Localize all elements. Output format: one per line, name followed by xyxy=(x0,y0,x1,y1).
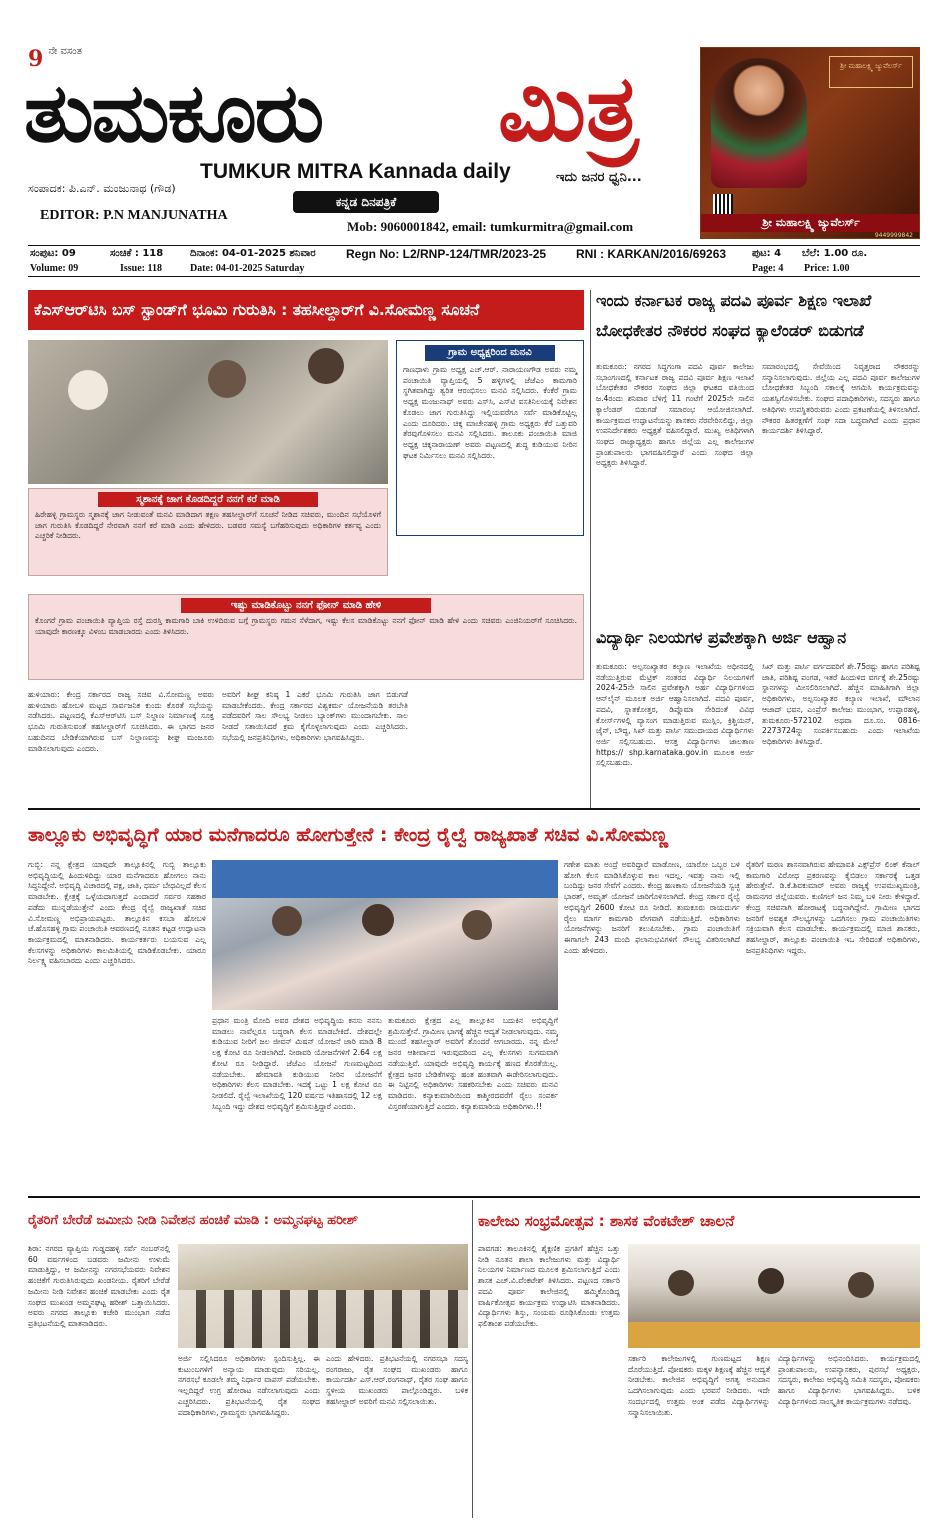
info-kn-page: ಪುಟ: 4 xyxy=(752,248,782,259)
callout1-body: ಹಿರೇಹಳ್ಳಿ ಗ್ರಾಮಸ್ಥರು ಸ್ಮಶಾನಕ್ಕೆ ಜಾಗ ನೀಡುವಂತೆ ಮನವಿ ಮಾಡಿದಾಗ ತಕ್ಷಣ ತಹಸೀಲ್ದಾರ್‌ಗೆ ಸೂಚನೆ ನೀಡಿದ ಸಚಿವರು, ಮುಂದಿನ ಸಭೆಯೊಳಗೆ ಜಾಗ ಗುರುತಿಸಿ ಕೊಡದಿದ್ದರೆ ನೇರವಾಗಿ ನನಗೆ ಕರೆ ಮಾಡಿ ಎಂದು ಹೇಳಿದರು. ಬಡವರ ಸಮಸ್ಯೆ ಬಗೆಹರಿಸುವುದು ಅಧಿಕಾರಿಗಳ ಕರ್ತವ್ಯ ಎಂದು ಎಚ್ಚರಿಕೆ ನೀಡಿದರು. xyxy=(35,510,381,541)
story5-column-a: ಶಿರಾ: ನಗರದ ವ್ಯಾಪ್ತಿಯ ಗುಡ್ಡದಹಳ್ಳಿ ಸರ್ವೆ ನಂಬರ್‌ನಲ್ಲಿ 60 ವರ್ಷಗಳಿಂದ ಬಡವರು ಜಮೀನು ಉಳುಮೆ ಮಾಡುತ್ತಿದ್ದು, ಆ ಜಮೀನನ್ನು ನಗರಸಭೆಯವರು ನಿವೇಶನ ಹಂಚಿಕೆಗೆ ಗುರುತಿಸಿರುವುದು ಖಂಡನೀಯ. ರೈತರಿಗೆ ಬೇರೆಡೆ ಜಮೀನು ನೀಡಿ ನಿವೇಶನ ಹಂಚಿಕೆ ಮಾಡಬೇಕು ಎಂದು ರೈತ ಸಂಘದ ಮುಖಂಡ ಅಮ್ಮನಘಟ್ಟ ಹರೀಶ್ ಒತ್ತಾಯಿಸಿದರು. ಅವರು ನಗರದ ತಾಲ್ಲೂಕು ಕಚೇರಿ ಮುಂಭಾಗ ನಡೆದ ಪ್ರತಿಭಟನೆಯಲ್ಲಿ ಮಾತನಾಡಿದರು. xyxy=(28,1244,170,1328)
story3-column-b: ಸಿಖ್ ಮತ್ತು ಪಾರ್ಸಿ ವರ್ಗದವರಿಗೆ ಶೇ.75ರಷ್ಟು ಹಾಗೂ ಪರಿಶಿಷ್ಟ ಜಾತಿ, ಪರಿಶಿಷ್ಟ ಪಂಗಡ, ಇತರೆ ಹಿಂದುಳಿದ ವರ್ಗಕ್ಕೆ ಶೇ.25ರಷ್ಟು ಸ್ಥಾನಗಳನ್ನು ಮೀಸಲಿರಿಸಲಾಗಿದೆ. ಹೆಚ್ಚಿನ ಮಾಹಿತಿಗಾಗಿ ಜಿಲ್ಲಾ ಅಧಿಕಾರಿಗಳು, ಅಲ್ಪಸಂಖ್ಯಾತರ ಕಲ್ಯಾಣ ಇಲಾಖೆ, ಮೌಲಾನ ಆಜಾದ್ ಭವನ, ಎಂಪ್ರೆಸ್ ಕಾಲೇಜು ಮುಂಭಾಗ, ಉಪ್ಪಾರಹಳ್ಳಿ, ತುಮಕೂರು-572102 ಅಥವಾ ದೂ.ಸಂ. 0816-2273724ನ್ನು ಸಂಪರ್ಕಿಸಬಹುದು ಎಂದು ಇಲಾಖೆಯ ಅಧಿಕಾರಿಗಳು ತಿಳಿಸಿದ್ದಾರೆ. xyxy=(762,662,920,746)
info-kn-price: ಬೆಲೆ: 1.00 ರೂ. xyxy=(802,248,868,259)
story6-column-a: ಪಾವಗಡ: ತಾಲೂಕಿನಲ್ಲಿ ಶೈಕ್ಷಣಿಕ ಪ್ರಗತಿಗೆ ಹೆಚ್ಚಿನ ಒತ್ತು ನೀಡಿ ನೂತನ ಶಾಲಾ ಕಾಲೇಜುಗಳು ಮತ್ತು ವಿದ್ಯಾರ್ಥಿ ನಿಲಯಗಳ ನಿರ್ಮಾಣದ ಮೂಲಕ ಶ್ರಮಿಸಲಾಗುತ್ತಿದೆ ಎಂದು ಶಾಸಕ ಎಚ್.ವಿ.ವೆಂಕಟೇಶ್ ತಿಳಿಸಿದರು. ಪಟ್ಟಣದ ಸರ್ಕಾರಿ ಪದವಿ ಪೂರ್ವ ಕಾಲೇಜಿನಲ್ಲಿ ಹಮ್ಮಿಕೊಂಡಿದ್ದ ವಾರ್ಷಿಕೋತ್ಸವ ಕಾರ್ಯಕ್ರಮ ಉದ್ಘಾಟಿಸಿ ಮಾತನಾಡಿದರು. ವಿದ್ಯಾರ್ಥಿಗಳು ಶಿಸ್ತು, ಸಂಯಮ ರೂಢಿಸಿಕೊಂಡು ಉತ್ತಮ ಫಲಿತಾಂಶ ಪಡೆಯಬೇಕು. xyxy=(478,1244,620,1328)
photo-banner-shape xyxy=(212,860,558,898)
story4-photo xyxy=(212,860,558,1010)
story1-callout1 xyxy=(28,488,388,576)
daily-kn-badge: ಕನ್ನಡ ದಿನಪತ್ರಿಕೆ xyxy=(293,191,439,213)
story6-photo xyxy=(628,1244,920,1348)
ad-brand-top: ಶ್ರೀ ಮಹಾಲಕ್ಷ್ಮಿ ಜ್ಯುವೆಲರ್ಸ್ xyxy=(840,62,902,70)
story4-headline: ತಾಲ್ಲೂಕು ಅಭಿವೃದ್ಧಿಗೆ ಯಾರ ಮನೆಗಾದರೂ ಹೋಗುತ್ತೇನೆ : ಕೇಂದ್ರ ರೈಲ್ವೆ ರಾಜ್ಯಖಾತೆ ಸಚಿವ ವಿ.ಸೋಮಣ್ಣ xyxy=(28,824,669,846)
story4-column-b: ಪ್ರಧಾನ ಮಂತ್ರಿ ಮೋದಿ ಅವರ ದೇಶದ ಅಭಿವೃದ್ಧಿಯ ಕನಸು ನನಸು ಮಾಡಲು ನಾವೆಲ್ಲರೂ ಬದ್ಧರಾಗಿ ಕೆಲಸ ಮಾಡಬೇಕಿದೆ. ದೇಶದಲ್ಲೇ ಕುಡಿಯುವ ನೀರಿಗೆ ಜಲ ಜೀವನ್ ಮಿಷನ್ ಯೋಜನೆ ಜಾರಿ ಮಾಡಿ 8 ಲಕ್ಷ ಕೋಟಿ ರೂ ನೀಡಲಾಗಿದೆ. ನೀರಾವರಿ ಯೋಜನೆಗಳಿಗೆ 2.64 ಲಕ್ಷ ಕೋಟಿ ರೂ ನೀಡಿದ್ದಾರೆ. ಜೆಜೆಎಂ ಯೋಜನೆ ಗುಣಮಟ್ಟದಿಂದ ನಡೆಯಬೇಕು. ಹೇಮಾವತಿ ಕುಡಿಯುವ ನೀರಿನ ಯೋಜನೆಗೆ ಅಧಿಕಾರಿಗಳು ಕೆಲಸ ಮಾಡಬೇಕು. ಇದಕ್ಕೆ ಒಟ್ಟು 1 ಲಕ್ಷ ಕೋಟಿ ರೂ ನೀಡಲಿದೆ. ರೈಲ್ವೆ ಇಲಾಖೆಯಲ್ಲಿ 120 ವರ್ಷದ ಇತಿಹಾಸದಲ್ಲಿ 12 ಲಕ್ಷ ಸಿಬ್ಬಂದಿ ಇದ್ದು ದೇಶದ ಅಭಿವೃದ್ಧಿಗೆ ಶ್ರಮಿಸುತ್ತಿದ್ದಾರೆ ಎಂದರು. xyxy=(212,1016,382,1111)
ad-qr-icon xyxy=(713,194,733,214)
sidebar-body: ಗಾಣಧಾಳು ಗ್ರಾಮ ಅಧ್ಯಕ್ಷ ಎಚ್.ಆರ್. ನಾರಾಯಣಗೌಡ ಅವರು ನಮ್ಮ ಪಂಚಾಯಿತಿ ವ್ಯಾಪ್ತಿಯಲ್ಲಿ 5 ಹಳ್ಳಿಗಳಲ್ಲಿ ಜೆಜೆಎಂ ಕಾಮಗಾರಿ ಸ್ಥಗಿತವಾಗಿದ್ದು ತ್ವರಿತ ಆರಂಭಿಸಲು ಮನವಿ ಸಲ್ಲಿಸಿದರು. ಕೆಂಕೆರೆ ಗ್ರಾಮ ಅಧ್ಯಕ್ಷ ಮಂಜುನಾಥ್ ಅವರು ಎಸ್‌ಸಿ, ಎಸ್‌ಟಿ ವಸತಿನಿಲಯಕ್ಕೆ ನಿವೇಶನ ಕೊಡಲು ಜಾಗ ಗುರುತಿಸಿದ್ದು ಇಲ್ಲಿಯವರೆಗೂ ಸರ್ವೆ ಮಾಡಿಕೊಟ್ಟಿಲ್ಲ ಎಂದು ದೂರಿದರು. ಚಿಕ್ಕ ಮಾಚೇನಹಳ್ಳಿ ಗ್ರಾಮ ಅಧ್ಯಕ್ಷರು ಕೆರೆ ಒತ್ತುವರಿ ತೆರವುಗೊಳಿಸಲು ಮನವಿ ಸಲ್ಲಿಸಿದರು. ತಾಲೂಕು ಪಂಚಾಯಿತಿ ಮಾಜಿ ಅಧ್ಯಕ್ಷ ಚಿಕ್ಕನಾರಾಯಣ್ ಅವರು ಪಟ್ಟಣದಲ್ಲಿ ಶುದ್ಧ ಕುಡಿಯುವ ನೀರಿನ ಘಟಕ ನಿರ್ಮಿಸಲು ಮನವಿ ಸಲ್ಲಿಸಿದರು. xyxy=(403,365,577,460)
photo-person-icon xyxy=(758,1268,784,1294)
edition-number: 9 xyxy=(28,46,44,72)
story4-column-e: ರೈತರಿಗೆ ಮರಣ ಶಾಸನವಾಗಿರುವ ಹೇಮಾವತಿ ಎಕ್ಸ್‌ಪ್ರೆಸ್ ಲಿಂಕ್ ಕೆನಾಲ್ ಕಾಮಗಾರಿ ವಿರೋಧ ಪ್ರಕರಣವನ್ನು ಕೈಬಿಡಲು ಸರ್ಕಾರಕ್ಕೆ ಒತ್ತಡ ಹೇರುತ್ತೇನೆ. ಡಿ.ಕೆ.ಶಿವಕುಮಾರ್ ಅವರು ರಾಜ್ಯಕ್ಕೆ ಉಪಮುಖ್ಯಮಂತ್ರಿ, ರಾಮನಗರ ಜಿಲ್ಲೆಯವರು. ಕುಣಿಗಲ್ ಜನ ನಿಮ್ಮ ಬಳಿ ನೀರು ಕೇಳಿದ್ದಾರೆ. ಕೇಂದ್ರ ಸಚಿವನಾಗಿ ಹೋರಾಟಕ್ಕೆ ಬದ್ಧನಾಗಿದ್ದೇನೆ. ಗ್ರಾಮೀಣ ಭಾಗದ ಜನರಿಗೆ ಅವಶ್ಯಕ ಸೌಲಭ್ಯಗಳನ್ನು ಒದಗಿಸಲು ಗ್ರಾಮ ಪಂಚಾಯಿತಿಗಳು ಸಕ್ರಿಯವಾಗಿ ಕೆಲಸ ಮಾಡಬೇಕು. ಕಾರ್ಯಕ್ರಮದಲ್ಲಿ ಮಾಜಿ ಶಾಸಕರು, ತಹಸೀಲ್ದಾರ್, ತಾಲ್ಲೂಕು ಪಂಚಾಯಿತಿ ಇಒ ಸೇರಿದಂತೆ ಅಧಿಕಾರಿಗಳು, ಜನಪ್ರತಿನಿಧಿಗಳು ಇದ್ದರು. xyxy=(746,860,920,955)
title-tumakuru: ತುಮಕೂರು xyxy=(24,66,323,161)
story2-headline1: ಇಂದು ಕರ್ನಾಟಕ ರಾಜ್ಯ ಪದವಿ ಪೂರ್ವ ಶಿಕ್ಷಣ ಇಲಾಖೆ xyxy=(596,291,872,310)
story5-photo xyxy=(178,1244,468,1348)
story4-column-a: ಗುಬ್ಬಿ: ನನ್ನ ಕ್ಷೇತ್ರದ ಯಾವುದೇ ತಾಲ್ಲೂಕಿನಲ್ಲಿ ಗುಬ್ಬಿ ತಾಲ್ಲೂಕು ಅಭಿವೃದ್ಧಿಯಲ್ಲಿ ಹಿಂದುಳಿದಿದ್ದು ಯಾರ ಮನೆಗಾದರೂ ಹೋಗಲು ನಾನು ಸಿದ್ಧನಿದ್ದೇನೆ. ಅಭಿವೃದ್ಧಿ ವಿಚಾರದಲ್ಲಿ ಪಕ್ಷ, ಜಾತಿ, ಧರ್ಮ ಬೇಧವಿಲ್ಲದೆ ಕೆಲಸ ಮಾಡಬೇಕು. ಕ್ಷೇತ್ರಕ್ಕೆ ಒಳ್ಳೆಯದಾಗುತ್ತದೆ ಎಂದಾದರೆ ಸರ್ವರ ಸಹಕಾರ ಪಡೆದು ಮುನ್ನಡೆಯುತ್ತೇನೆ ಎಂದು ಕೇಂದ್ರ ರೈಲ್ವೆ ರಾಜ್ಯಖಾತೆ ಸಚಿವ ವಿ.ಸೋಮಣ್ಣ ಅಭಿಪ್ರಾಯಪಟ್ಟರು. ತಾಲ್ಲೂಕಿನ ಕಸಬಾ ಹೋಬಳಿ ಚೆ.ಹೊಸಹಳ್ಳಿ ಗ್ರಾಮ ಪಂಚಾಯಿತಿ ಆವರಣದಲ್ಲಿ ನೂತನ ಕಟ್ಟಡ ಉದ್ಘಾಟನಾ ಕಾರ್ಯಕ್ರಮದಲ್ಲಿ ಮಾತನಾಡಿದರು. ಕಾರ್ಯಕರ್ತರು ಬಯಸುವ ಎಲ್ಲ ಕೆಲಸಗಳನ್ನು ಅಧಿಕಾರಿಗಳು ಕಾಲಮಿತಿಯಲ್ಲಿ ಮಾಡಿಕೊಡಬೇಕು. ಯಾರೂ ನಿರ್ಲಕ್ಷ್ಯ ವಹಿಸಬಾರದು ಎಂದು ಎಚ್ಚರಿಸಿದರು. xyxy=(28,860,206,966)
story1-sidebar xyxy=(396,340,584,536)
column-rule xyxy=(590,290,591,810)
ad-phone: 9449999842 xyxy=(874,232,913,239)
title-mitra: ಮಿತ್ರ xyxy=(498,55,639,162)
info-bar xyxy=(28,245,920,277)
photo-person-icon xyxy=(462,910,492,940)
photo-person-icon xyxy=(208,360,246,398)
story5-column-b: ಅರ್ಜಿ ಸಲ್ಲಿಸಿದರೂ ಅಧಿಕಾರಿಗಳು ಸ್ಪಂದಿಸುತ್ತಿಲ್ಲ. ಈ ಕುಟುಂಬಗಳಿಗೆ ಅನ್ಯಾಯ ಮಾಡುವುದು ಸರಿಯಲ್ಲ. ನಗರಸಭೆ ಕೂಡಲೇ ತಮ್ಮ ನಿರ್ಧಾರ ವಾಪಸ್ ಪಡೆಯಬೇಕು. ಇಲ್ಲದಿದ್ದರೆ ಉಗ್ರ ಹೋರಾಟ ನಡೆಸಲಾಗುವುದು ಎಂದು ಎಚ್ಚರಿಸಿದರು. ಪ್ರತಿಭಟನೆಯಲ್ಲಿ ರೈತ ಸಂಘದ ಪದಾಧಿಕಾರಿಗಳು, ಗ್ರಾಮಸ್ಥರು ಭಾಗವಹಿಸಿದ್ದರು. xyxy=(178,1354,320,1417)
photo-person-icon xyxy=(308,348,344,384)
ad-brand-name: ಶ್ರೀ ಮಹಾಲಕ್ಷ್ಮಿ ಜ್ಯುವೆಲರ್ಸ್ xyxy=(762,216,860,229)
story6-column-b: ಸರ್ಕಾರಿ ಕಾಲೇಜುಗಳಲ್ಲಿ ಗುಣಮಟ್ಟದ ಶಿಕ್ಷಣ ದೊರೆಯುತ್ತಿದೆ. ಪೋಷಕರು ಮಕ್ಕಳ ಶಿಕ್ಷಣಕ್ಕೆ ಹೆಚ್ಚಿನ ಆದ್ಯತೆ ನೀಡಬೇಕು. ಕಾಲೇಜಿನ ಅಭಿವೃದ್ಧಿಗೆ ಅಗತ್ಯ ಅನುದಾನ ಒದಗಿಸಲಾಗುವುದು ಎಂದು ಭರವಸೆ ನೀಡಿದರು. ಇದೇ ಸಂದರ್ಭದಲ್ಲಿ ಉತ್ತಮ ಅಂಕ ಪಡೆದ ವಿದ್ಯಾರ್ಥಿಗಳನ್ನು ಸನ್ಮಾನಿಸಲಾಯಿತು. xyxy=(628,1354,770,1417)
story5-column-c: ಎಂದು ಹೇಳಿದರು. ಪ್ರತಿಭಟನೆಯಲ್ಲಿ ನಗರಸಭಾ ಸದಸ್ಯ ರಂಗರಾಜು, ರೈತ ಸಂಘದ ಮುಖಂಡರು ಹಾಗೂ ಕಾರ್ಯದರ್ಶಿ ಎಸ್.ಆರ್.ರಂಗನಾಥ್, ರೈತರ ಸಂಘ ಹಾಗೂ ಸ್ಥಳೀಯ ಮುಖಂಡರು ಪಾಲ್ಗೊಂಡಿದ್ದರು. ಬಳಿಕ ತಹಸೀಲ್ದಾರ್ ಅವರಿಗೆ ಮನವಿ ಸಲ್ಲಿಸಲಾಯಿತು. xyxy=(326,1354,468,1406)
photo-person-icon xyxy=(68,370,108,410)
story6-column-c: ವಿದ್ಯಾರ್ಥಿಗಳನ್ನು ಅಭಿನಂದಿಸಿದರು. ಕಾರ್ಯಕ್ರಮದಲ್ಲಿ ಪ್ರಾಂಶುಪಾಲರು, ಉಪನ್ಯಾಸಕರು, ಪುರಸಭೆ ಅಧ್ಯಕ್ಷರು, ಸದಸ್ಯರು, ಕಾಲೇಜು ಅಭಿವೃದ್ಧಿ ಸಮಿತಿ ಸದಸ್ಯರು, ಪೋಷಕರು ಹಾಗೂ ವಿದ್ಯಾರ್ಥಿಗಳು ಭಾಗವಹಿಸಿದ್ದರು. ಬಳಿಕ ವಿದ್ಯಾರ್ಥಿಗಳಿಂದ ಸಾಂಸ್ಕೃತಿಕ ಕಾರ್ಯಕ್ರಮಗಳು ನಡೆದವು. xyxy=(778,1354,920,1406)
story3-column-a: ತುಮಕೂರು: ಅಲ್ಪಸಂಖ್ಯಾತರ ಕಲ್ಯಾಣ ಇಲಾಖೆಯ ಅಧೀನದಲ್ಲಿ ನಡೆಯುತ್ತಿರುವ ಮೆಟ್ರಿಕ್ ನಂತರದ ವಿದ್ಯಾರ್ಥಿ ನಿಲಯಗಳಿಗೆ 2024-25ನೇ ಸಾಲಿನ ಪ್ರವೇಶಕ್ಕಾಗಿ ಅರ್ಹ ವಿದ್ಯಾರ್ಥಿಗಳಿಂದ ಆನ್‌ಲೈನ್ ಮೂಲಕ ಅರ್ಜಿ ಆಹ್ವಾನಿಸಲಾಗಿದೆ. ಪದವಿ ಪೂರ್ವ, ಪದವಿ, ಸ್ನಾತಕೋತ್ತರ, ಡಿಪ್ಲೊಮಾ ಸೇರಿದಂತೆ ವಿವಿಧ ಕೋರ್ಸ್‌ಗಳಲ್ಲಿ ವ್ಯಾಸಂಗ ಮಾಡುತ್ತಿರುವ ಮುಸ್ಲಿಂ, ಕ್ರಿಶ್ಚಿಯನ್, ಜೈನ್, ಬೌದ್ಧ, ಸಿಖ್ ಮತ್ತು ಪಾರ್ಸಿ ಸಮುದಾಯದ ವಿದ್ಯಾರ್ಥಿಗಳು ಅರ್ಜಿ ಸಲ್ಲಿಸಬಹುದು. ಆಸಕ್ತ ವಿದ್ಯಾರ್ಥಿಗಳು ಜಾಲತಾಣ https:// shp.karnataka.gov.in ಮೂಲಕ ಅರ್ಜಿ ಸಲ್ಲಿಸಬಹುದು. xyxy=(596,662,754,768)
edition-suffix: ನೇ ವಸಂತ xyxy=(48,46,82,57)
story1-photo xyxy=(28,340,388,484)
editor-kn: ಸಂಪಾದಕ: ಪಿ.ಎನ್. ಮಂಜುನಾಥ (ಗೌಡ) xyxy=(28,182,176,195)
subtitle-en: TUMKUR MITRA Kannada daily xyxy=(200,160,511,183)
ad-logo-icon xyxy=(829,56,913,88)
ad-model-figure xyxy=(711,58,807,188)
info-en-issue: Issue: 118 xyxy=(120,263,162,274)
story2-column-b: ಸಮಾರಂಭದಲ್ಲಿ ಸೇವೆಯಿಂದ ನಿವೃತ್ತರಾದ ನೌಕರರನ್ನು ಸನ್ಮಾನಿಸಲಾಗುವುದು. ಜಿಲ್ಲೆಯ ಎಲ್ಲ ಪದವಿ ಪೂರ್ವ ಕಾಲೇಜುಗಳ ಬೋಧಕೇತರ ಸಿಬ್ಬಂದಿ ಸಕಾಲಕ್ಕೆ ಆಗಮಿಸಿ ಕಾರ್ಯಕ್ರಮವನ್ನು ಯಶಸ್ವಿಗೊಳಿಸಬೇಕು. ಸಂಘದ ಪದಾಧಿಕಾರಿಗಳು, ಸದಸ್ಯರು ಹಾಗೂ ಅತಿಥಿಗಳು ಉಪಸ್ಥಿತರಿರುವರು ಎಂದು ಪ್ರಕಟಣೆಯಲ್ಲಿ ತಿಳಿಸಲಾಗಿದೆ. ನೌಕರರ ಹಿತರಕ್ಷಣೆಗೆ ಸಂಘ ಸದಾ ಬದ್ಧವಾಗಿದೆ ಎಂದು ಪ್ರಧಾನ ಕಾರ್ಯದರ್ಶಿ ತಿಳಿಸಿದ್ದಾರೆ. xyxy=(762,362,920,436)
story2-column-a: ತುಮಕೂರು: ನಗರದ ಸಿದ್ಧಗಂಗಾ ಪದವಿ ಪೂರ್ವ ಕಾಲೇಜು ಸಭಾಂಗಣದಲ್ಲಿ ಕರ್ನಾಟಕ ರಾಜ್ಯ ಪದವಿ ಪೂರ್ವ ಶಿಕ್ಷಣ ಇಲಾಖೆ ಬೋಧಕೇತರ ನೌಕರರ ಸಂಘದ ಜಿಲ್ಲಾ ಘಟಕದ ವತಿಯಿಂದ ಜ.4ರಂದು ಶನಿವಾರ ಬೆಳಿಗ್ಗೆ 11 ಗಂಟೆಗೆ 2025ನೇ ಸಾಲಿನ ಕ್ಯಾಲೆಂಡರ್ ಬಿಡುಗಡೆ ಸಮಾರಂಭ ಆಯೋಜಿಸಲಾಗಿದೆ. ಕಾರ್ಯಕ್ರಮದ ಉದ್ಘಾಟನೆಯನ್ನು ಶಾಸಕರು ನೆರವೇರಿಸಲಿದ್ದು, ಜಿಲ್ಲಾ ಉಪನಿರ್ದೇಶಕರು ಅಧ್ಯಕ್ಷತೆ ವಹಿಸಲಿದ್ದಾರೆ. ಮುಖ್ಯ ಅತಿಥಿಗಳಾಗಿ ಸಂಘದ ರಾಜ್ಯಾಧ್ಯಕ್ಷರು ಹಾಗೂ ಜಿಲ್ಲೆಯ ಎಲ್ಲ ಕಾಲೇಜುಗಳ ಪ್ರಾಂಶುಪಾಲರು ಭಾಗವಹಿಸಲಿದ್ದಾರೆ ಎಂದು ಸಂಘದ ಜಿಲ್ಲಾ ಅಧ್ಯಕ್ಷರು ತಿಳಿಸಿದ್ದಾರೆ. xyxy=(596,362,754,468)
photo-stage-shape xyxy=(628,1322,920,1348)
photo-person-icon xyxy=(272,906,302,936)
story1-column-a: ಹುಳಿಯಾರು: ಕೇಂದ್ರ ಸರ್ಕಾರದ ರಾಜ್ಯ ಸಚಿವ ವಿ.ಸೋಮಣ್ಣ ಅವರು ಹುಳಿಯಾರು ಹೋಬಳಿ ಮಟ್ಟದ ಸಾರ್ವಜನಿಕ ಕುಂದು ಕೊರತೆ ಸಭೆಯನ್ನು ನಡೆಸಿದರು. ಪಟ್ಟಣದಲ್ಲಿ ಕೆಎಸ್‌ಆರ್‌ಟಿಸಿ ಬಸ್ ನಿಲ್ದಾಣ ನಿರ್ಮಾಣಕ್ಕೆ ಸೂಕ್ತ ಭೂಮಿ ಗುರುತಿಸುವಂತೆ ತಹಸೀಲ್ದಾರ್‌ಗೆ ಸೂಚಿಸಿದರು. ಈ ಭಾಗದ ಜನರ ಬಹುದಿನದ ಬೇಡಿಕೆಯಾಗಿರುವ ಬಸ್ ನಿಲ್ದಾಣವನ್ನು ಶೀಘ್ರ ಮಂಜೂರು ಮಾಡಿಸಲಾಗುವುದು ಎಂದರು. xyxy=(28,690,214,753)
contact-line: Mob: 9060001842, email: tumkurmitra@gmail.com xyxy=(347,219,634,234)
info-regn: Regn No: L2/RNP-124/TMR/2023-25 xyxy=(346,247,547,261)
section-divider xyxy=(28,808,920,810)
story1-headline: ಕೆಎಸ್‌ಆರ್‌ಟಿಸಿ ಬಸ್ ಸ್ಟಾಂಡ್‌ಗೆ ಭೂಮಿ ಗುರುತಿಸಿ : ತಹಸೀಲ್ದಾರ್‌ಗೆ ವಿ.ಸೋಮಣ್ಣ ಸೂಚನೆ xyxy=(28,290,584,330)
story1-callout2 xyxy=(28,594,584,680)
info-kn-volume: ಸಂಪುಟ: 09 xyxy=(30,248,76,259)
info-kn-issue: ಸಂಚಿಕೆ : 118 xyxy=(110,248,164,259)
info-kn-date: ದಿನಾಂಕ: 04-01-2025 ಶನಿವಾರ xyxy=(190,248,316,259)
info-rni: RNI : KARKAN/2016/69263 xyxy=(576,247,727,261)
jewellery-ad[interactable] xyxy=(700,47,920,239)
story4-column-c: ತುಮಕೂರು ಕ್ಷೇತ್ರದ ಎಲ್ಲ ತಾಲ್ಲೂಕಿನ ಬದುಕಿನ ಅಭಿವೃದ್ಧಿಗೆ ಶ್ರಮಿಸುತ್ತೇನೆ. ಗ್ರಾಮೀಣ ಭಾಗಕ್ಕೆ ಹೆಚ್ಚಿನ ಆದ್ಯತೆ ನೀಡಲಾಗುವುದು. ನಮ್ಮ ಮುಂದೆ ತಹಸೀಲ್ದಾರ್ ಅವರಿಗೆ ತೊಂದರೆ ಆಗಬಾರದು. ನನ್ನ ಮೇಲೆ ಜನರ ಆಶೀರ್ವಾದ ಇರುವುದರಿಂದ ಎಲ್ಲ ಕೆಲಸಗಳು ಸುಗಮವಾಗಿ ನಡೆಯುತ್ತಿವೆ. ಯಾವುದೇ ಅಭಿವೃದ್ಧಿ ಕಾರ್ಯಕ್ಕೆ ಹಣದ ಕೊರತೆಯಿಲ್ಲ. ಕ್ಷೇತ್ರದ ಜನರ ಬೇಡಿಕೆಗಳನ್ನು ಹಂತ ಹಂತವಾಗಿ ಈಡೇರಿಸಲಾಗುವುದು. ಈ ನಿಟ್ಟಿನಲ್ಲಿ ಅಧಿಕಾರಿಗಳು ಸಹಕರಿಸಬೇಕು ಎಂದು ಸಚಿವರು ಮನವಿ ಮಾಡಿದರು. ಕನ್ಯಾಕುಮಾರಿಯಿಂದ ಕಾಶ್ಮೀರದವರೆಗೆ ರೈಲು ಸಂಪರ್ಕ ವಿಸ್ತರಣೆಯಾಗುತ್ತಿದೆ ಎಂದರು. ಕನ್ಯಾಕುಮಾರಿಯ ಅಧಿಕಾರಿಗಳು.!! xyxy=(388,1016,558,1111)
callout2-heading: ಇಷ್ಟು ಮಾಡಿಕೊಟ್ಟು ನನಗೆ ಫೋನ್ ಮಾಡಿ ಹೇಳಿ xyxy=(181,598,431,613)
info-en-page: Page: 4 xyxy=(752,263,784,274)
column-rule xyxy=(472,1200,473,1518)
info-en-date: Date: 04-01-2025 Saturday xyxy=(190,263,305,274)
photo-person-icon xyxy=(848,1272,874,1298)
info-en-volume: Volume: 09 xyxy=(30,263,79,274)
info-en-price: Price: 1.00 xyxy=(804,263,850,274)
story4-column-d: ಗಣೇಶ ಮಾತು ಅಂದ್ರೆ ಅವರಿದ್ದಾರೆ ಮಾಡೋಣ, ಯಾರೋ ಒಬ್ಬರ ಬಳಿ ಹೋಗಿ ಕೆಲಸ ಮಾಡಿಸಿಕೊಳ್ಳುವ ಕಾಲ ಇದಲ್ಲ. ಇವತ್ತು ನಾನು ಇಲ್ಲಿ ಬಂದಿದ್ದು ಜನರ ಸೇವೆಗೆ ಎಂದರು. ಕೇಂದ್ರ ಹಣಕಾಸು ಯೋಜನೆಯಡಿ ಸ್ವಚ್ಛ ಭಾರತ್, ಅಮೃತ್ ಯೋಜನೆ ಜಾರಿಗೊಳಿಸಲಾಗಿದೆ. ಕೇಂದ್ರ ಸರ್ಕಾರ ರೈಲ್ವೆ ಅಭಿವೃದ್ಧಿಗೆ 2600 ಕೋಟಿ ರೂ ನೀಡಿದೆ. ತುಮಕೂರು ರಾಯದುರ್ಗ ರೈಲು ಮಾರ್ಗ ಕಾಮಗಾರಿ ವೇಗವಾಗಿ ನಡೆಯುತ್ತಿದೆ. ಅಧಿಕಾರಿಗಳು ಯೋಜನೆಗಳನ್ನು ಜನರಿಗೆ ತಲುಪಿಸಬೇಕು. ಗ್ರಾಮ ಪಂಚಾಯಿತಿಗೆ ಈಗಾಗಲೇ 243 ಮಂದಿ ಫಲಾನುಭವಿಗಳಿಗೆ ಸೌಲಭ್ಯ ವಿತರಿಸಲಾಗಿದೆ ಎಂದು ಹೇಳಿದರು. xyxy=(564,860,740,955)
tagline: ಇದು ಜನರ ಧ್ವನಿ... xyxy=(556,170,642,185)
callout1-heading: ಸ್ಮಶಾನಕ್ಕೆ ಜಾಗ ಕೊಡದಿದ್ದರೆ ನನಗೆ ಕರೆ ಮಾಡಿ xyxy=(98,492,318,507)
ad-brand-bar xyxy=(701,214,920,232)
story2-headline2: ಬೋಧಕೇತರ ನೌಕರರ ಸಂಘದ ಕ್ಯಾಲೆಂಡರ್ ಬಿಡುಗಡೆ xyxy=(596,321,864,340)
story6-headline: ಕಾಲೇಜು ಸಂಭ್ರಮೋತ್ಸವ : ಶಾಸಕ ವೆಂಕಟೇಶ್ ಚಾಲನೆ xyxy=(478,1212,735,1230)
photo-crowd-shape xyxy=(178,1290,468,1348)
sidebar-heading: ಗ್ರಾಮ ಅಧ್ಯಕ್ಷರಿಂದ ಮನವಿ xyxy=(425,345,555,361)
photo-person-icon xyxy=(362,904,394,936)
masthead xyxy=(0,0,945,248)
photo-person-icon xyxy=(668,1270,694,1296)
story1-column-b: ಅವರಿಗೆ ಶೀಘ್ರ ಕನಿಷ್ಠ 1 ಎಕರೆ ಭೂಮಿ ಗುರುತಿಸಿ ಜಾಗ ಬಿಡುಗಡೆ ಮಾಡಬೇಕೆಂದರು. ಕೇಂದ್ರ ಸರ್ಕಾರದ ವಿಶ್ವಕರ್ಮ ಯೋಜನೆಯಡಿ ತರಬೇತಿ ಪಡೆದವರಿಗೆ ಸಾಲ ಸೌಲಭ್ಯ ನೀಡಲು ಬ್ಯಾಂಕ್‌ಗಳು ಮುಂದಾಗಬೇಕು. ಸಾಲ ನೀಡದೆ ಸತಾಯಿಸಿದರೆ ಕ್ರಮ ಕೈಗೊಳ್ಳಲಾಗುವುದು ಎಂದು ಎಚ್ಚರಿಸಿದರು. ಸಭೆಯಲ್ಲಿ ಜನಪ್ರತಿನಿಧಿಗಳು, ಅಧಿಕಾರಿಗಳು ಭಾಗವಹಿಸಿದ್ದರು. xyxy=(222,690,408,742)
story3-headline: ವಿದ್ಯಾರ್ಥಿ ನಿಲಯಗಳ ಪ್ರವೇಶಕ್ಕಾಗಿ ಅರ್ಜಿ ಆಹ್ವಾನ xyxy=(596,628,847,647)
section-divider xyxy=(28,1196,920,1198)
editor-en: EDITOR: P.N MANJUNATHA xyxy=(40,208,228,223)
story5-headline: ರೈತರಿಗೆ ಬೇರೆಡೆ ಜಮೀನು ನೀಡಿ ನಿವೇಶನ ಹಂಚಿಕೆ ಮಾಡಿ : ಅಮ್ಮನಘಟ್ಟ ಹರೀಶ್ xyxy=(28,1213,359,1228)
callout2-body: ಕೊಂಗರೆ ಗ್ರಾಮ ಪಂಚಾಯಿತಿ ವ್ಯಾಪ್ತಿಯ ರಸ್ತೆ ದುರಸ್ತಿ ಕಾಮಗಾರಿ ಬಾಕಿ ಉಳಿದಿರುವ ಬಗ್ಗೆ ಗ್ರಾಮಸ್ಥರು ಗಮನ ಸೆಳೆದಾಗ, ಇಷ್ಟು ಕೆಲಸ ಮಾಡಿಕೊಟ್ಟು ನನಗೆ ಫೋನ್ ಮಾಡಿ ಹೇಳಿ ಎಂದು ಸಚಿವರು ಎಂಜಿನಿಯರ್‌ಗೆ ಸೂಚಿಸಿದರು. ಯಾವುದೇ ಕಾರಣಕ್ಕೂ ವಿಳಂಬ ಮಾಡಬಾರದು ಎಂದು ತಿಳಿಸಿದರು. xyxy=(35,616,577,636)
